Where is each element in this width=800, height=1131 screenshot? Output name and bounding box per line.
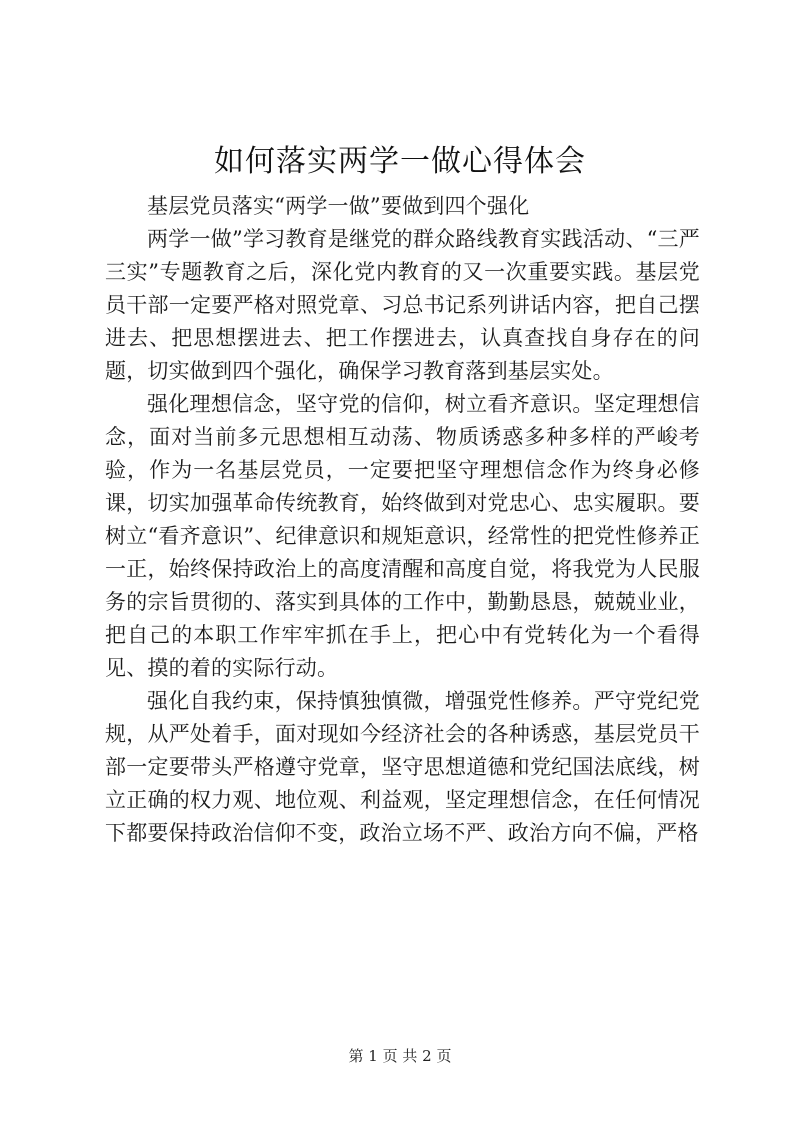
document-title: 如何落实两学一做心得体会 [214,144,586,179]
page-number-footer: 第 1 页 共 2 页 [348,1047,452,1065]
document-subtitle: 基层党员落实“两学一做”要做到四个强化 [147,194,530,218]
paragraph-self-discipline: 强化自我约束，保持慎独慎微，增强党性修养。严守党纪党规，从严处着手，面对现如今经济社会的各种诱惑，基层党员干部一定要带头严格遵守党章，坚守思想道德和党纪国法底线，树立正确的权力观、地位观、利益观，坚定理想信念，在任何情况下都要保持政治信仰不变，政治立场不严、政治方向不偏，严格 [105,689,700,845]
document-body [105,190,700,850]
paragraph-intro: 两学一做”学习教育是继党的群众路线教育实践活动、“三严三实”专题教育之后，深化党内教育的又一次重要实践。基层党员干部一定要严格对照党章、习总书记系列讲话内容，把自己摆进去、把思想摆进去、把工作摆进去，认真查找自身存在的问题，切实做到四个强化，确保学习教育落到基层实处。 [105,227,700,383]
paragraph-ideals: 强化理想信念，坚守党的信仰，树立看齐意识。坚定理想信念，面对当前多元思想相互动荡、物质诱惑多种多样的严峻考验，作为一名基层党员，一定要把坚守理想信念作为终身必修课，切实加强革命传统教育，始终做到对党忠心、忠实履职。要树立“看齐意识”、纪律意识和规矩意识，经常性的把党性修养正一正，始终保持政治上的高度清醒和高度自觉，将我党为人民服务的宗旨贯彻的、落实到具体的工作中，勤勤恳恳，兢兢业业，把自己的本职工作牢牢抓在手上，把心中有党转化为一个看得见、摸的着的实际行动。 [105,392,700,680]
